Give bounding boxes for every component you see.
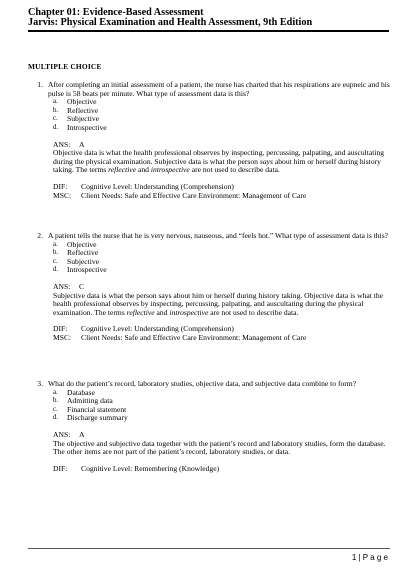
choice-letter: a. bbox=[53, 388, 58, 396]
question-number: 1. bbox=[37, 80, 43, 89]
choice-text: Subjective bbox=[67, 256, 100, 266]
question-1 bbox=[28, 81, 390, 200]
book-title: Jarvis: Physical Examination and Health Assessment, 9th Edition bbox=[28, 17, 313, 28]
question-meta bbox=[53, 465, 390, 474]
question-number: 3. bbox=[37, 379, 43, 388]
answer-label: ANS: bbox=[53, 281, 71, 291]
choice-letter: a. bbox=[53, 240, 58, 248]
question-text: After completing an initial assessment of a patient, the nurse has charted that his respirations are eupneic and his pulse is 58 beats per minute. What type of assessment data is this? bbox=[48, 80, 390, 98]
choice-list bbox=[53, 241, 390, 275]
choice-letter: c. bbox=[53, 405, 58, 413]
choice-text: Objective bbox=[67, 97, 97, 107]
question-text: A patient tells the nurse that he is very nervous, nauseous, and “feels hot.” What type of assessment data is this? bbox=[48, 231, 389, 240]
question-number: 2. bbox=[37, 231, 43, 240]
choice-letter: c. bbox=[53, 257, 58, 265]
choice-text: Objective bbox=[67, 239, 97, 249]
rationale bbox=[53, 149, 390, 175]
dif-label: DIF: bbox=[53, 463, 68, 473]
msc-label: MSC: bbox=[53, 190, 72, 200]
dif-label: DIF: bbox=[53, 324, 68, 334]
answer-value: C bbox=[79, 281, 85, 291]
dif-value: Cognitive Level: Understanding (Comprehension) bbox=[81, 324, 234, 334]
rationale-text: are not used to describe data. bbox=[189, 165, 280, 175]
msc-value: Client Needs: Safe and Effective Care Environment: Management of Care bbox=[81, 332, 307, 342]
section-title: MULTIPLE CHOICE bbox=[28, 62, 102, 71]
choice-item bbox=[53, 414, 390, 423]
answer-label: ANS: bbox=[53, 429, 71, 439]
answer-label: ANS: bbox=[53, 139, 71, 149]
choice-letter: b. bbox=[53, 397, 59, 405]
question-3 bbox=[28, 380, 390, 473]
choice-list bbox=[53, 389, 390, 423]
rationale-text: Subjective data is what the person says about him or herself during history taking. Objective data is what the health professional observes by inspecting, percussing, palpating, and auscultating during the physical examination. The terms bbox=[53, 290, 384, 317]
rationale bbox=[53, 292, 390, 318]
dif-value: Cognitive Level: Understanding (Comprehension) bbox=[81, 181, 234, 191]
choice-letter: a. bbox=[53, 98, 58, 106]
question-meta bbox=[53, 183, 390, 200]
rationale-text: The objective and subjective data together with the patient’s record and laboratory studies, form the database. The other items are not part of the patient’s record, laboratory studies, or data. bbox=[53, 438, 386, 457]
rationale-emphasis: reflective bbox=[108, 165, 137, 175]
choice-text: Subjective bbox=[67, 114, 100, 124]
choice-letter: d. bbox=[53, 414, 59, 422]
choice-letter: c. bbox=[53, 115, 58, 123]
choice-text: Introspective bbox=[67, 122, 107, 132]
rationale-text: and bbox=[154, 307, 170, 317]
choice-text: Database bbox=[67, 387, 95, 397]
choice-item bbox=[53, 124, 390, 133]
choice-list bbox=[53, 98, 390, 132]
page-number: 1 | P a g e bbox=[351, 553, 388, 562]
choice-item bbox=[53, 107, 390, 116]
answer-value: A bbox=[79, 139, 85, 149]
footer-rule bbox=[28, 548, 390, 549]
choice-item bbox=[53, 241, 390, 250]
choice-letter: d. bbox=[53, 123, 59, 131]
choice-item bbox=[53, 266, 390, 275]
document-header bbox=[28, 8, 388, 28]
rationale-emphasis: introspective bbox=[150, 165, 190, 175]
choice-letter: b. bbox=[53, 249, 59, 257]
choice-item bbox=[53, 249, 390, 258]
msc-label: MSC: bbox=[53, 332, 72, 342]
question-meta bbox=[53, 325, 390, 342]
choice-text: Reflective bbox=[67, 248, 99, 258]
choice-letter: d. bbox=[53, 266, 59, 274]
rationale-text: and bbox=[136, 165, 151, 175]
rationale-text: are not used to describe data. bbox=[208, 307, 299, 317]
rationale bbox=[53, 440, 390, 457]
rationale-emphasis: says bbox=[259, 156, 273, 166]
dif-value: Cognitive Level: Remembering (Knowledge) bbox=[81, 463, 220, 473]
choice-text: Introspective bbox=[67, 265, 107, 275]
rationale-emphasis: reflective bbox=[126, 307, 155, 317]
rationale-text: about him or herself during history taking. The terms bbox=[53, 156, 381, 175]
answer-value: A bbox=[79, 429, 85, 439]
choice-text: Reflective bbox=[67, 105, 99, 115]
chapter-title: Chapter 01: Evidence-Based Assessment bbox=[28, 7, 204, 18]
choice-text: Admitting data bbox=[67, 396, 113, 406]
rationale-text: Objective data is what the health professional observes by inspecting, percussing, palpating, and auscultating during the physical examination. Subjective data is what the person bbox=[53, 148, 385, 166]
dif-label: DIF: bbox=[53, 181, 68, 191]
choice-text: Financial statement bbox=[67, 404, 127, 414]
choice-item bbox=[53, 98, 390, 107]
choice-text: Discharge summary bbox=[67, 413, 128, 423]
header-rule bbox=[28, 30, 389, 32]
rationale-emphasis: introspective bbox=[169, 307, 209, 317]
choice-letter: b. bbox=[53, 106, 59, 114]
question-text: What do the patient’s record, laboratory studies, objective data, and subjective data combine to form? bbox=[48, 379, 357, 388]
question-2 bbox=[28, 232, 390, 343]
msc-value: Client Needs: Safe and Effective Care Environment: Management of Care bbox=[81, 190, 307, 200]
